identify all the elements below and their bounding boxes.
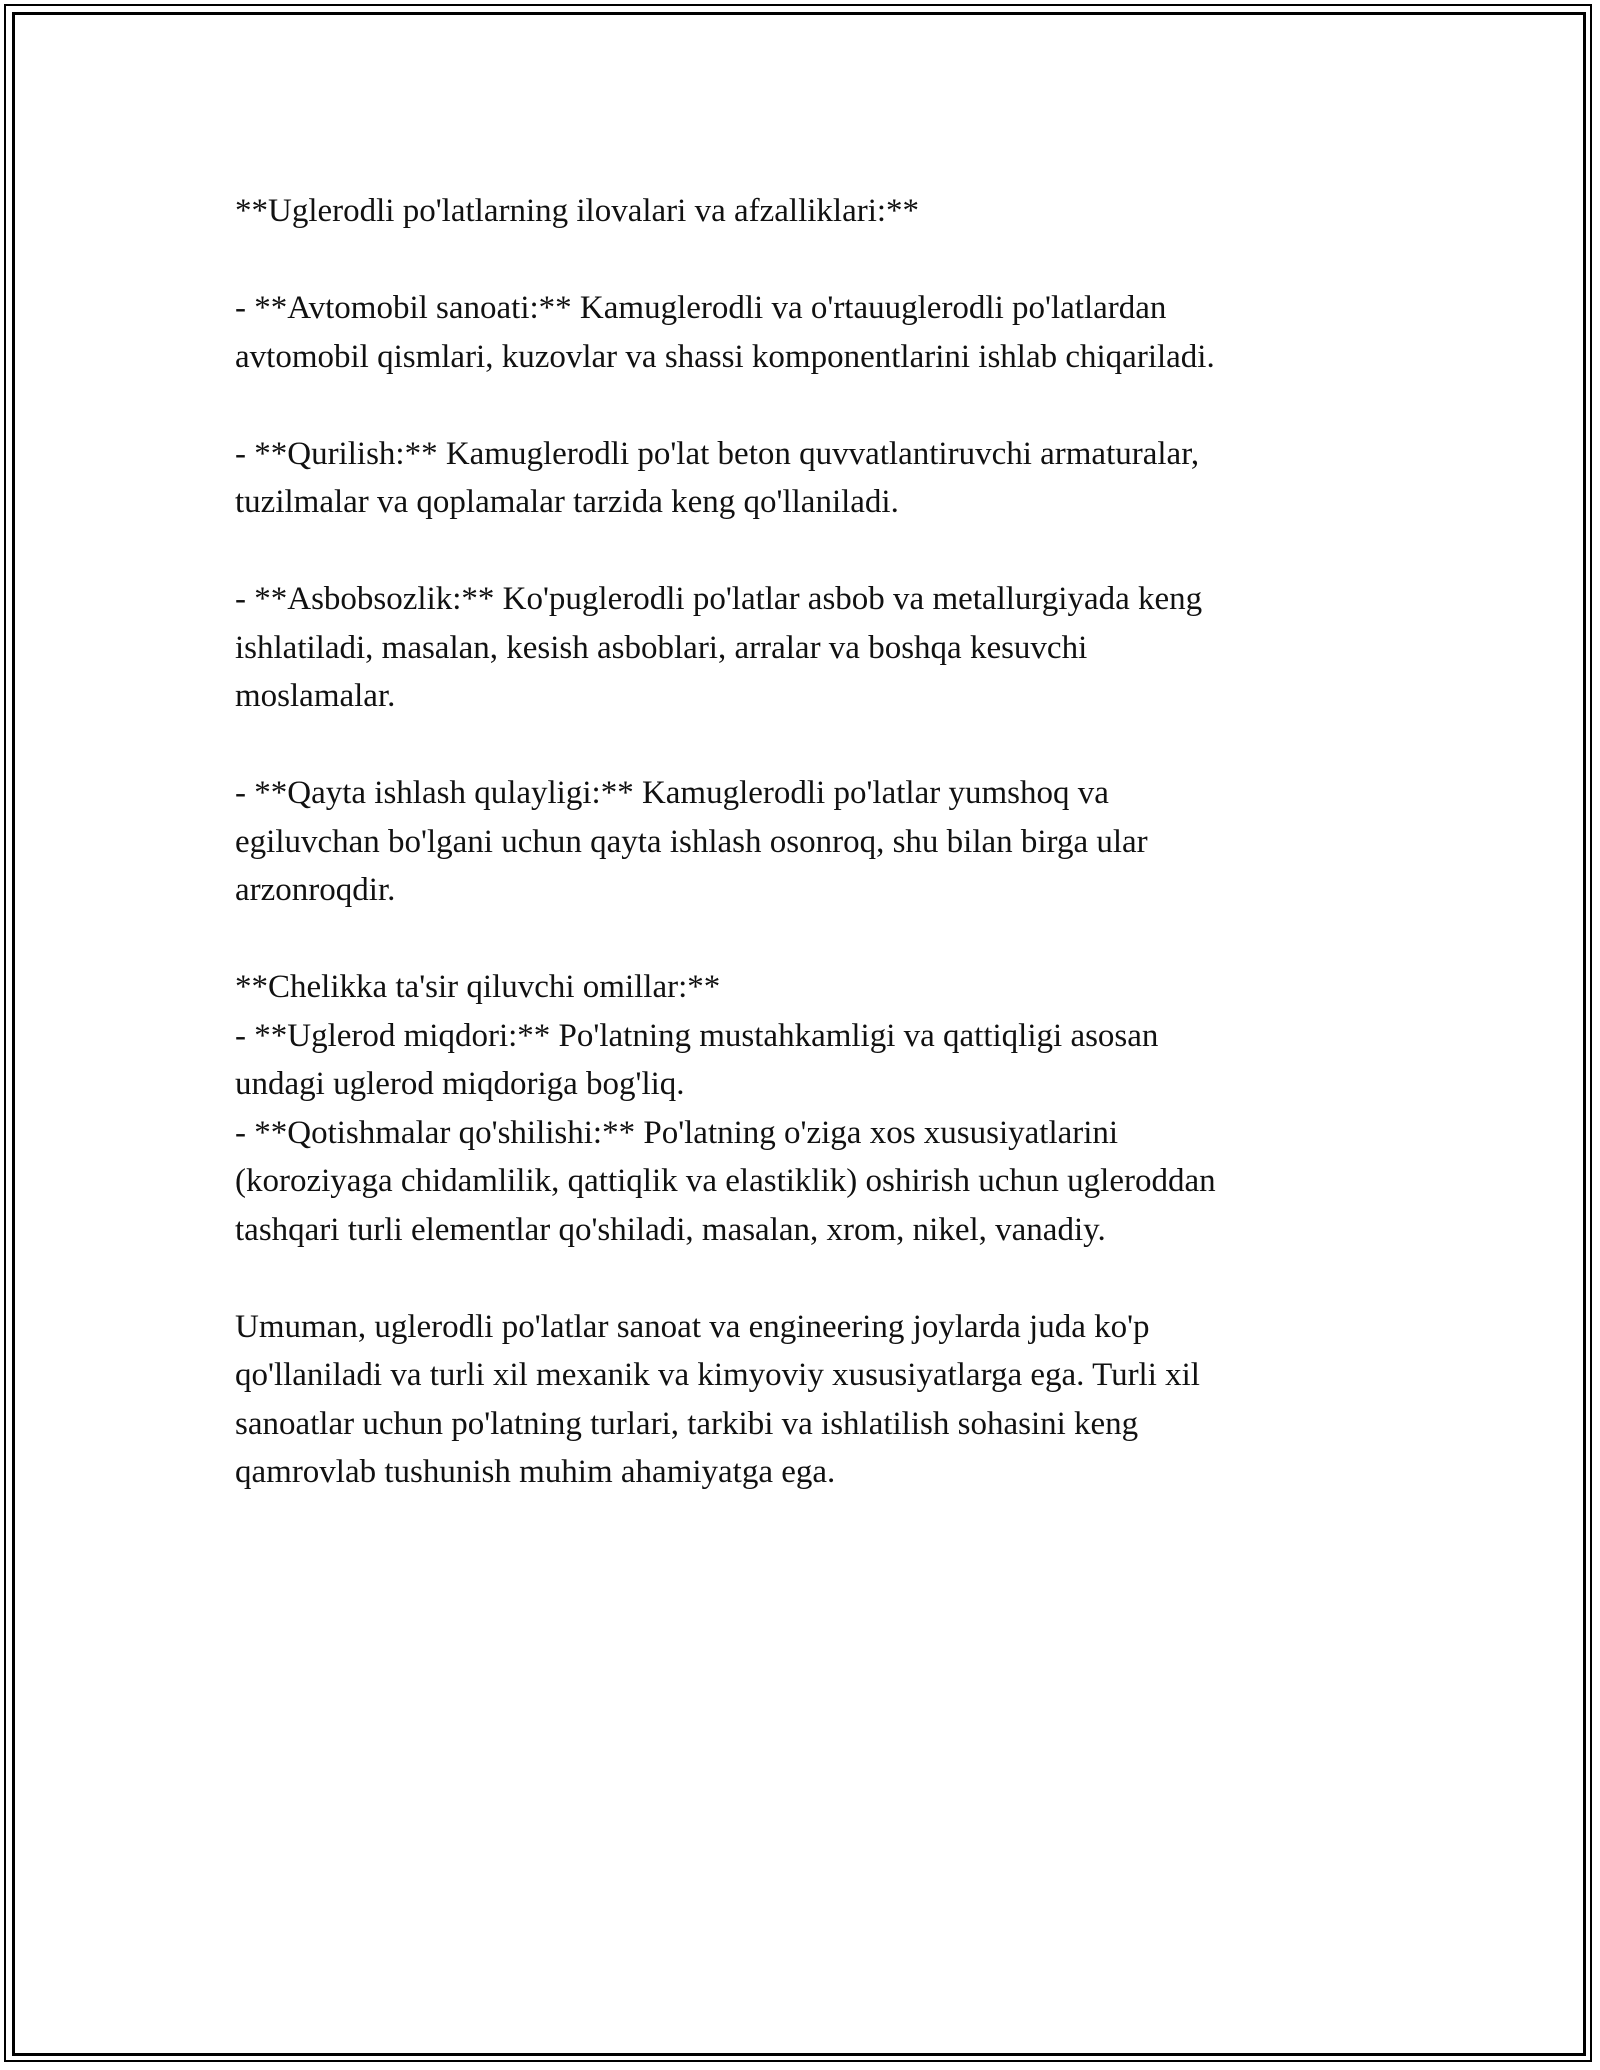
text-line: tuzilmalar va qoplamalar tarzida keng qo'llaniladi. <box>235 484 899 520</box>
conclusion-paragraph <box>235 1303 1365 1497</box>
section-heading-factors: **Chelikka ta'sir qiluvchi omillar:** <box>235 969 721 1005</box>
spacer <box>235 236 1365 285</box>
list-item-toolmaking <box>235 575 1365 721</box>
text-line: qamrovlab tushunish muhim ahamiyatga ega. <box>235 1454 836 1490</box>
list-item-carbon-content <box>235 1012 1365 1109</box>
text-line: moslamalar. <box>235 678 396 714</box>
list-item-automotive <box>235 284 1365 381</box>
text-line: ishlatiladi, masalan, kesish asboblari, arralar va boshqa kesuvchi <box>235 629 1088 666</box>
text-line: tashqari turli elementlar qo'shiladi, masalan, xrom, nikel, vanadiy. <box>235 1211 1106 1248</box>
text-line: sanoatlar uchun po'latning turlari, tarkibi va ishlatilish sohasini keng <box>235 1405 1139 1442</box>
spacer <box>235 1254 1365 1303</box>
text-line: - **Asbobsozlik:** Ko'puglerodli po'latlar asbob va metallurgiyada keng <box>235 581 1203 617</box>
text-line: - **Uglerod miqdori:** Po'latning mustahkamligi va qattiqligi asosan <box>235 1017 1159 1054</box>
text-line: egiluvchan bo'lgani uchun qayta ishlash osonroq, shu bilan birga ular <box>235 823 1148 860</box>
spacer <box>235 527 1365 576</box>
text-line: (koroziyaga chidamlilik, qattiqlik va elastiklik) oshirish uchun ugleroddan <box>235 1163 1216 1199</box>
spacer <box>235 915 1365 964</box>
list-item-machinability <box>235 769 1365 915</box>
section-heading-applications: **Uglerodli po'latlarning ilovalari va afzalliklari:** <box>235 193 920 229</box>
list-item-alloying <box>235 1109 1365 1255</box>
text-line: Umuman, uglerodli po'latlar sanoat va engineering joylarda juda ko'p <box>235 1308 1150 1345</box>
text-line: - **Qurilish:** Kamuglerodli po'lat beton quvvatlantiruvchi armaturalar, <box>235 435 1200 472</box>
text-line: qo'llaniladi va turli xil mexanik va kimyoviy xususiyatlarga ega. Turli xil <box>235 1357 1200 1393</box>
spacer <box>235 381 1365 430</box>
text-line: avtomobil qismlari, kuzovlar va shassi komponentlarini ishlab chiqariladi. <box>235 338 1215 375</box>
spacer <box>235 721 1365 770</box>
text-line: undagi uglerod miqdoriga bog'liq. <box>235 1066 685 1102</box>
text-line: arzonroqdir. <box>235 872 396 908</box>
text-line: - **Qotishmalar qo'shilishi:** Po'latning o'ziga xos xususiyatlarini <box>235 1114 1119 1151</box>
list-item-construction <box>235 430 1365 527</box>
text-line: - **Avtomobil sanoati:** Kamuglerodli va o'rtauuglerodli po'latlardan <box>235 290 1167 326</box>
text-line: - **Qayta ishlash qulayligi:** Kamuglerodli po'latlar yumshoq va <box>235 775 1109 811</box>
document-body <box>235 187 1365 1497</box>
